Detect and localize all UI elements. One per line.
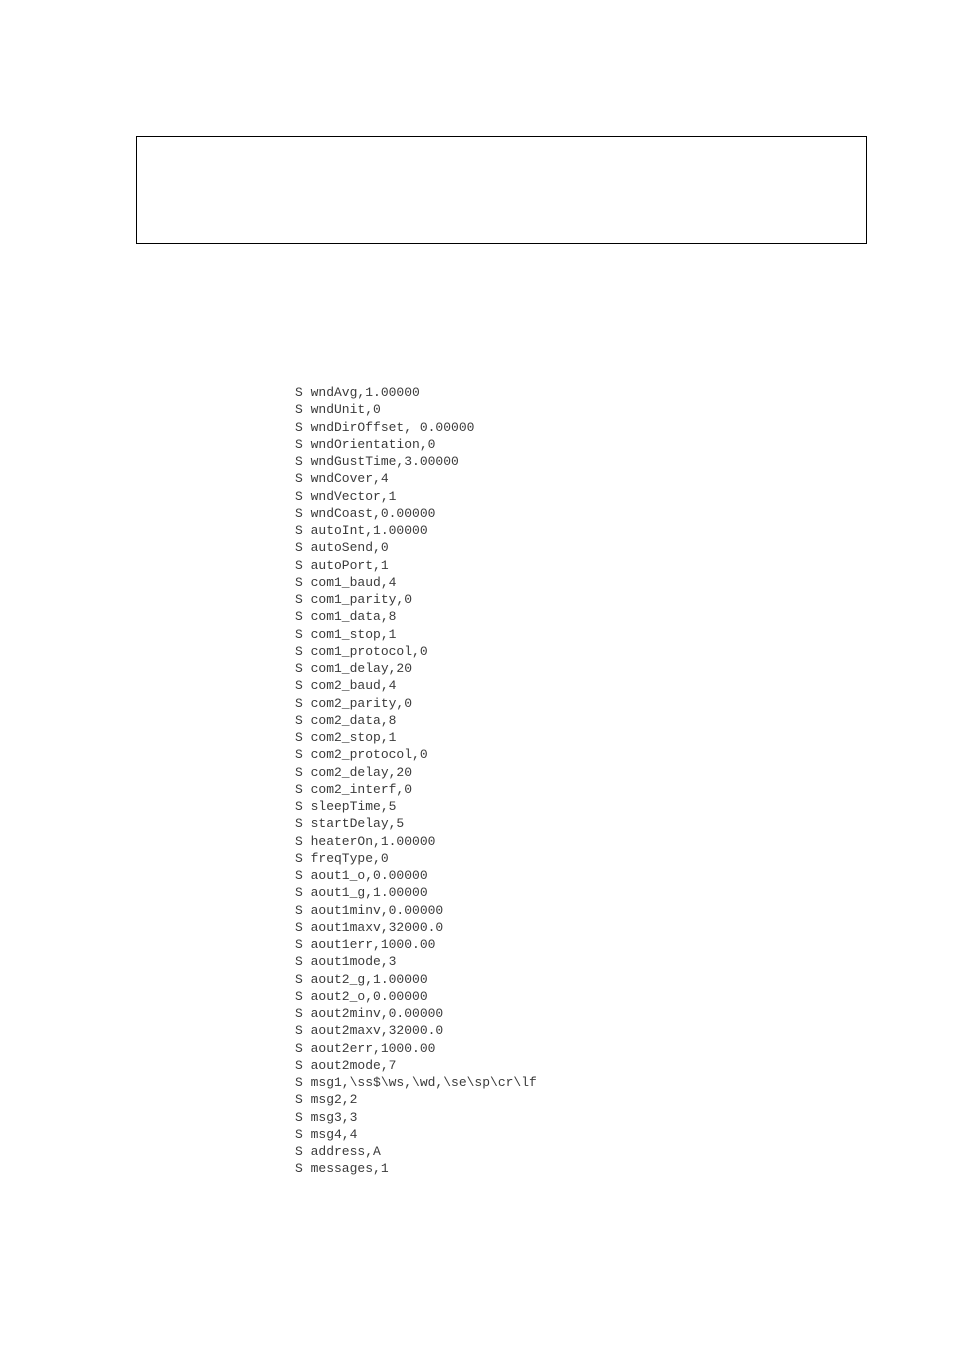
code-line: S aout1err,1000.00 <box>295 937 436 952</box>
code-line: S wndCover,4 <box>295 471 389 487</box>
code-line: S com1_parity,0 <box>295 592 413 607</box>
code-line: S com2_delay,20 <box>295 764 413 780</box>
code-line: S wndAvg,1.00000 <box>295 385 420 400</box>
code-line: S com2_parity,0 <box>295 695 413 711</box>
code-line: S com2_baud,4 <box>295 678 397 694</box>
code-line: S com1_baud,4 <box>295 574 397 590</box>
code-line: S wndUnit,0 <box>295 402 381 418</box>
code-line: S com2_protocol,0 <box>295 747 428 763</box>
code-line: S aout2minv,0.00000 <box>295 1006 444 1021</box>
code-line: S aout2maxv,32000.0 <box>295 1023 444 1039</box>
code-line: S wndVector,1 <box>295 488 397 504</box>
code-line: S wndCoast,0.00000 <box>295 505 436 521</box>
code-line: S com1_data,8 <box>295 609 397 625</box>
code-line: S aout1mode,3 <box>295 954 397 970</box>
code-line: S aout1_o,0.00000 <box>295 868 428 883</box>
code-line: S aout2_o,0.00000 <box>295 988 428 1004</box>
code-line: S msg3,3 <box>295 1109 358 1125</box>
code-line: S heaterOn,1.00000 <box>295 833 436 849</box>
code-line: S sleepTime,5 <box>295 799 397 814</box>
code-line: S freqType,0 <box>295 850 389 866</box>
code-line: S startDelay,5 <box>295 816 405 832</box>
code-line: S com1_stop,1 <box>295 626 397 642</box>
code-line: S com2_interf,0 <box>295 781 413 797</box>
code-line: S com2_stop,1 <box>295 730 397 745</box>
code-line: S msg2,2 <box>295 1092 358 1108</box>
code-line: S aout1maxv,32000.0 <box>295 919 444 935</box>
code-line: S com1_protocol,0 <box>295 643 428 659</box>
code-line: S aout2mode,7 <box>295 1057 397 1073</box>
code-line: S msg4,4 <box>295 1126 358 1142</box>
code-line: S com2_data,8 <box>295 712 397 728</box>
code-line: S autoSend,0 <box>295 540 389 556</box>
code-line: S messages,1 <box>295 1161 389 1177</box>
code-line: S address,A <box>295 1144 381 1159</box>
code-line: S autoPort,1 <box>295 557 389 573</box>
code-line: S wndDirOffset, 0.00000 <box>295 419 475 435</box>
code-line: S aout1minv,0.00000 <box>295 902 444 918</box>
code-line: S aout2err,1000.00 <box>295 1040 436 1056</box>
code-line: S com1_delay,20 <box>295 661 413 676</box>
code-line: S autoInt,1.00000 <box>295 523 428 538</box>
code-line: S msg1,\ss$\ws,\wd,\se\sp\cr\lf <box>295 1075 537 1090</box>
code-line: S wndOrientation,0 <box>295 436 436 452</box>
code-line: S aout1_g,1.00000 <box>295 885 428 901</box>
code-line: S aout2_g,1.00000 <box>295 971 428 987</box>
settings-code-listing <box>295 384 537 1178</box>
empty-frame-box <box>136 136 867 244</box>
code-line: S wndGustTime,3.00000 <box>295 454 459 469</box>
